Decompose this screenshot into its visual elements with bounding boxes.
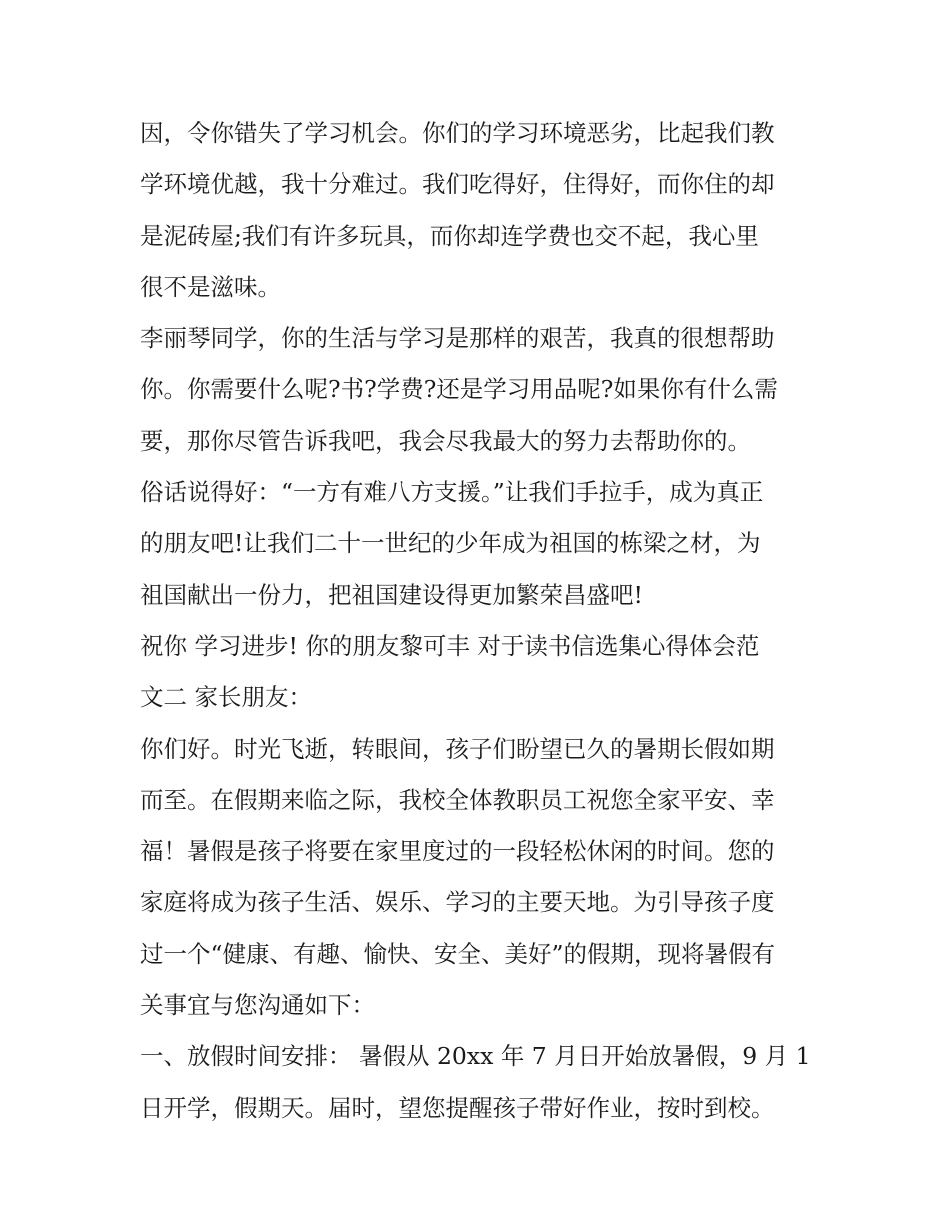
text-line: 而至。在假期来临之际，我校全体教职员工祝您全家平安、幸	[140, 785, 775, 814]
text-line: 一、放假时间安排： 暑假从 20xx 年 7 月日开始放暑假，9 月 1	[140, 1042, 811, 1071]
text-line: 关事宜与您沟通如下：	[140, 991, 375, 1020]
text-line: 家庭将成为孩子生活、娱乐、学习的主要天地。为引导孩子度	[140, 888, 775, 917]
text-line: 学环境优越，我十分难过。我们吃得好，住得好，而你住的却	[140, 170, 775, 199]
text-line: 福！暑假是孩子将要在家里度过的一段轻松休闲的时间。您的	[140, 837, 775, 866]
text-line: 是泥砖屋;我们有许多玩具，而你却连学费也交不起，我心里	[140, 221, 759, 250]
text-line: 俗话说得好：“一方有难八方支援。”让我们手拉手，成为真正	[140, 478, 764, 507]
text-line: 祖国献出一份力，把祖国建设得更加繁荣昌盛吧!	[140, 580, 643, 609]
text-line: 很不是滋味。	[140, 272, 281, 301]
text-line: 过一个“健康、有趣、愉快、安全、美好”的假期，现将暑假有	[140, 939, 776, 968]
text-line: 要，那你尽管告诉我吧，我会尽我最大的努力去帮助你的。	[140, 426, 751, 455]
text-line: 的朋友吧!让我们二十一世纪的少年成为祖国的栋梁之材，为	[140, 529, 761, 558]
document-body	[140, 108, 830, 1134]
text-line: 你们好。时光飞逝，转眼间，孩子们盼望已久的暑期长假如期	[140, 734, 775, 763]
text-line: 你。你需要什么呢?书?学费?还是学习用品呢?如果你有什么需	[140, 375, 778, 404]
text-line: 文二 家长朋友：	[140, 683, 312, 712]
text-line: 日开学，假期天。届时，望您提醒孩子带好作业，按时到校。	[140, 1093, 775, 1122]
text-line: 祝你 学习进步! 你的朋友黎可丰 对于读书信选集心得体会范	[140, 631, 760, 660]
text-line: 李丽琴同学，你的生活与学习是那样的艰苦，我真的很想帮助	[140, 324, 775, 353]
text-line: 因，令你错失了学习机会。你们的学习环境恶劣，比起我们教	[140, 119, 775, 147]
